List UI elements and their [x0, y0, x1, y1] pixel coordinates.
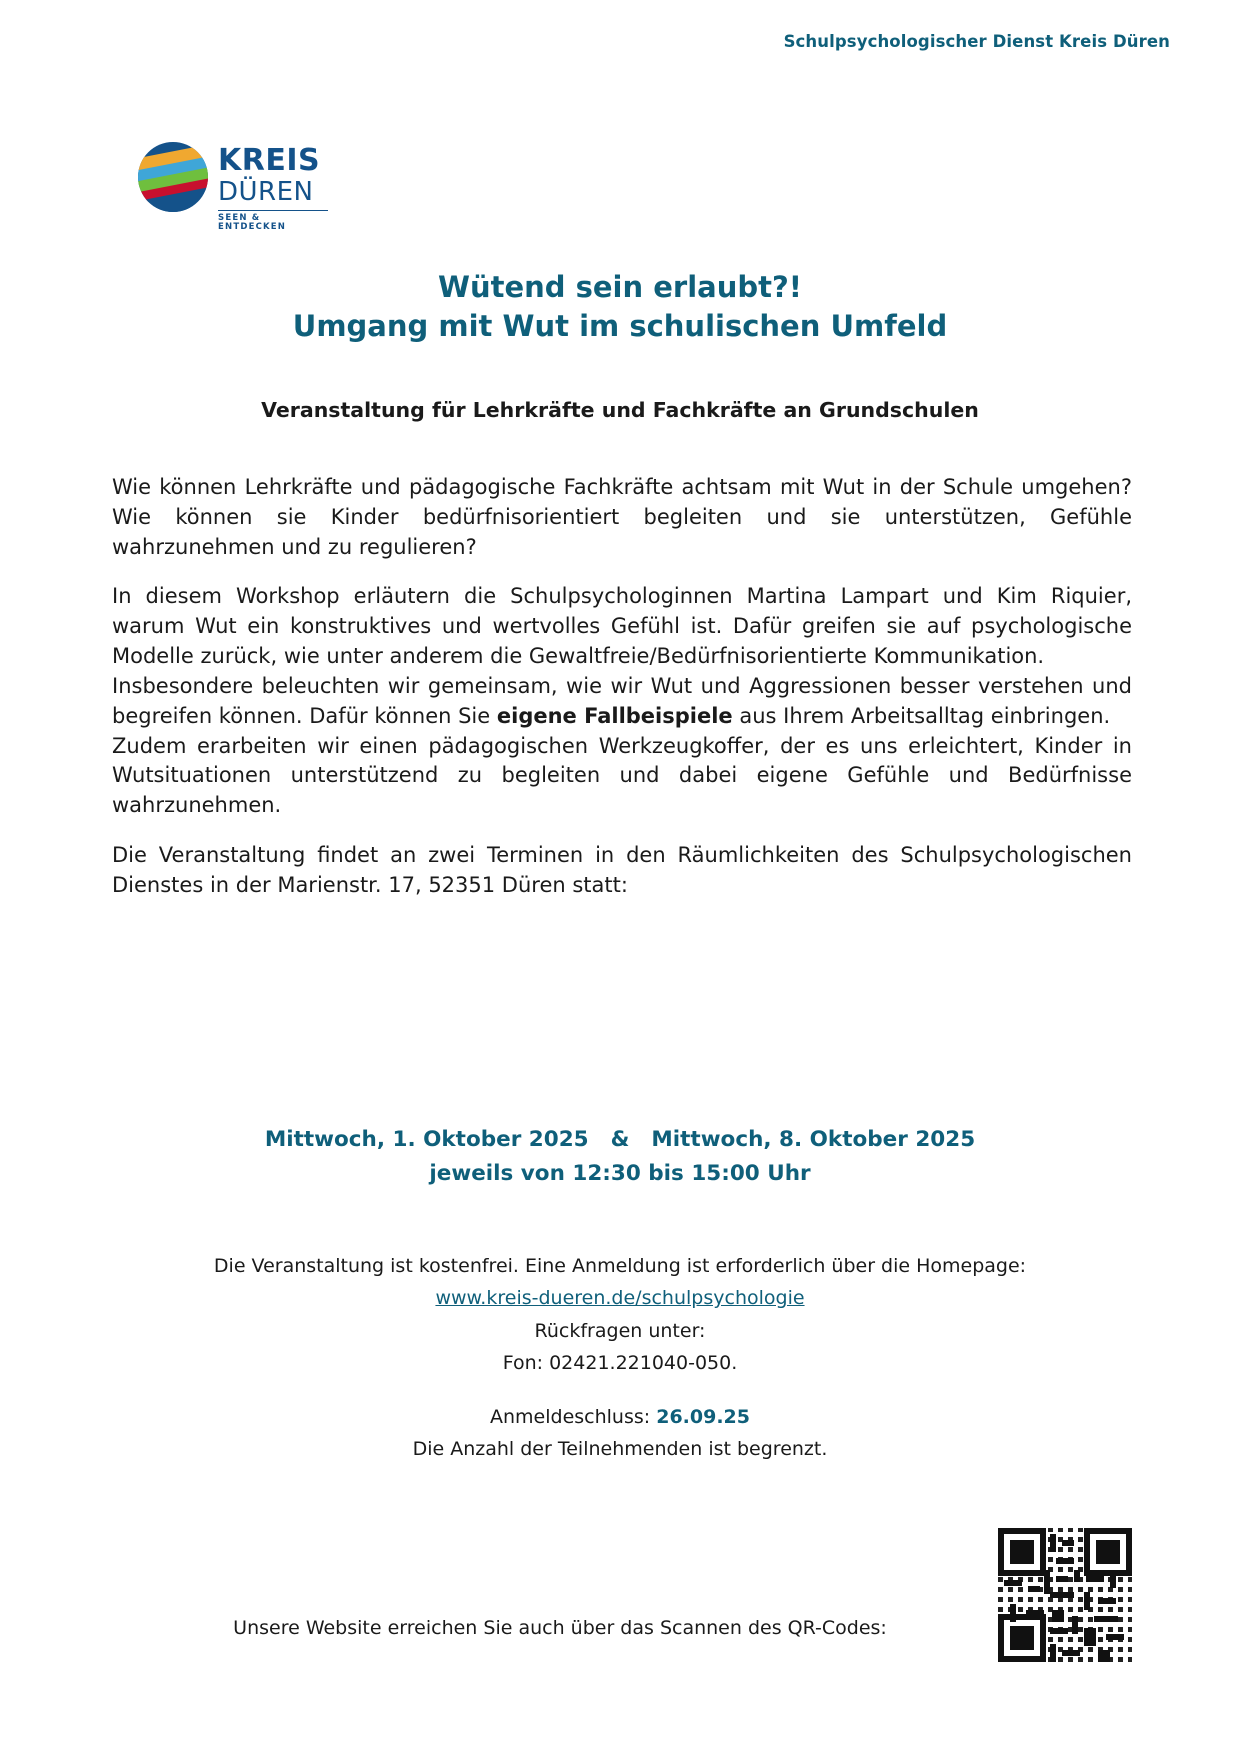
registration-block: [110, 1250, 1130, 1466]
logo-mark-icon: [138, 142, 208, 212]
logo-line-kreis: KREIS: [218, 143, 321, 178]
page-subtitle: Veranstaltung für Lehrkräfte und Fachkräfte an Grundschulen: [261, 398, 979, 422]
date-separator: &: [610, 1127, 630, 1152]
registration-deadline: [110, 1401, 1130, 1433]
deadline-value: 26.09.25: [656, 1406, 750, 1429]
paragraph-cases: [112, 672, 1132, 732]
paragraph-cases-part1: Insbesondere beleuchten wir gemeinsam, wie wir Wut und Aggressionen besser verstehen und begreifen können. Dafür können Sie: [112, 673, 1132, 728]
registration-info: Die Veranstaltung ist kostenfrei. Eine Anmeldung ist erforderlich über die Homepage:: [213, 1255, 1027, 1277]
spacer: [110, 1379, 1130, 1401]
body-text: [112, 473, 1132, 921]
event-dates: [110, 1123, 1130, 1192]
deadline-label: Anmeldeschluss:: [490, 1406, 657, 1429]
page-title: [110, 268, 1130, 346]
logo-wordmark: [218, 143, 328, 232]
qr-code-note: Unsere Website erreichen Sie auch über das Scannen des QR-Codes:: [233, 1617, 887, 1639]
paragraph-workshop: In diesem Workshop erläutern die Schulpsychologinnen Martina Lampart und Kim Riquier, warum Wut ein konstruktives und wertvolles Gefühl ist. Dafür greifen sie auf psychologische Modelle zurück, wie unter anderem die Gewaltfreie/Bedürfnisorientierte Kommunikation.: [112, 584, 1132, 669]
title-line-2: Umgang mit Wut im schulischen Umfeld: [292, 309, 948, 344]
paragraph-location: Die Veranstaltung findet an zwei Terminen in den Räumlichkeiten des Schulpsychologischen Dienstes in der Marienstr. 17, 52351 Düren statt:: [112, 842, 1132, 897]
kreis-dueren-logo: [138, 140, 328, 232]
header-department: Schulpsychologischer Dienst Kreis Düren: [783, 32, 1170, 51]
phone-number: Fon: 02421.221040-050.: [502, 1351, 738, 1374]
paragraph-cases-highlight: eigene Fallbeispiele: [496, 703, 733, 728]
event-time: jeweils von 12:30 bis 15:00 Uhr: [429, 1161, 811, 1187]
title-line-1: Wütend sein erlaubt?!: [437, 270, 803, 304]
paragraph-cases-part2: aus Ihrem Arbeitsalltag einbringen.: [732, 703, 1111, 728]
registration-link[interactable]: www.kreis-dueren.de/schulpsychologie: [435, 1287, 805, 1310]
logo-line-dueren: DÜREN: [218, 177, 314, 207]
participant-limit-note: Die Anzahl der Teilnehmenden ist begrenzt.: [412, 1438, 828, 1461]
logo-claim: SEEN & ENTDECKEN: [218, 210, 328, 231]
event-date-2: Mittwoch, 8. Oktober 2025: [651, 1127, 976, 1152]
paragraph-intro: Wie können Lehrkräfte und pädagogische Fachkräfte achtsam mit Wut in der Schule umgehen? Wie können sie Kinder bedürfnisorientiert begleiten und sie unterstützen, Gefühle wahrzunehmen und zu regulieren?: [112, 475, 1132, 559]
event-date-1: Mittwoch, 1. Oktober 2025: [264, 1127, 589, 1152]
questions-label: Rückfragen unter:: [534, 1319, 706, 1342]
date-row: [110, 1123, 1130, 1157]
qr-code-image[interactable]: [998, 1528, 1132, 1662]
paragraph-toolbox: Zudem erarbeiten wir einen pädagogischen Werkzeugkoffer, der es uns erleichtert, Kinder in Wutsituationen unterstützend zu begleiten und dabei eigene Gefühle und Bedürfnisse wahrzunehmen.: [112, 733, 1132, 818]
